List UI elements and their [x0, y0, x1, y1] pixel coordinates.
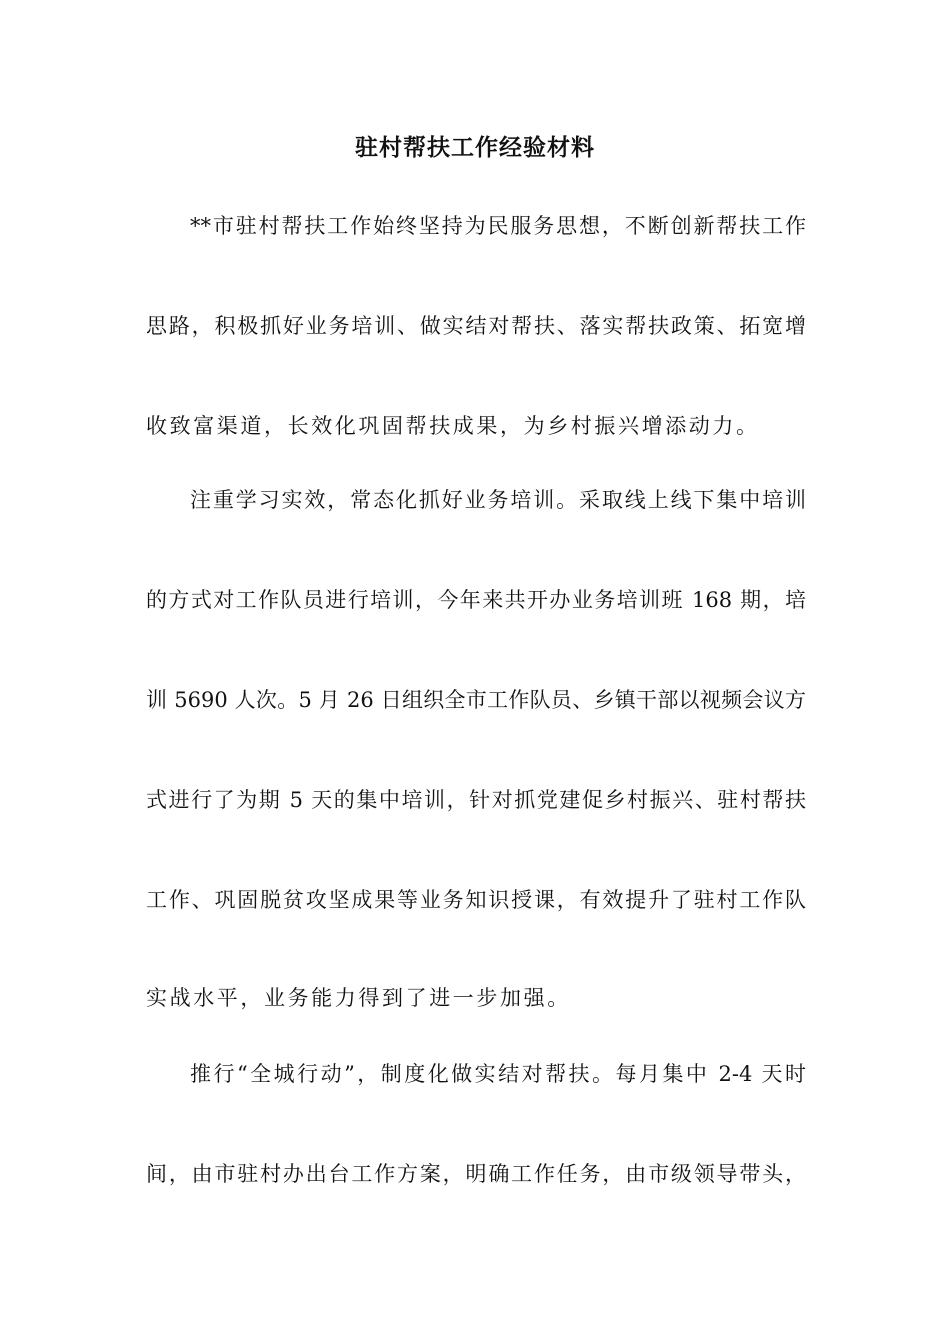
paragraph-3-line-2: 间，由市驻村办出台工作方案，明确工作任务，由市级领导带头， [146, 1162, 806, 1186]
paragraph-1-line-1: **市驻村帮扶工作始终坚持为民服务思想，不断创新帮扶工作 [190, 214, 806, 238]
paragraph-2-line-6: 实战水平，业务能力得到了进一步加强。 [146, 986, 571, 1010]
paragraph-2-line-3: 训 5690 人次。5 月 26 日组织全市工作队员、乡镇干部以视频会议方 [146, 688, 806, 712]
document-title: 驻村帮扶工作经验材料 [355, 134, 595, 161]
paragraph-2-line-4: 式进行了为期 5 天的集中培训，针对抓党建促乡村振兴、驻村帮扶 [146, 788, 806, 812]
paragraph-2-line-2: 的方式对工作队员进行培训，今年来共开办业务培训班 168 期，培 [146, 588, 806, 612]
paragraph-3-line-1: 推行“全城行动”，制度化做实结对帮扶。每月集中 2-4 天时 [190, 1062, 806, 1086]
paragraph-1-line-2: 思路，积极抓好业务培训、做实结对帮扶、落实帮扶政策、拓宽增 [146, 314, 806, 338]
paragraph-2-line-5: 工作、巩固脱贫攻坚成果等业务知识授课，有效提升了驻村工作队 [146, 888, 806, 912]
paragraph-2-line-1: 注重学习实效，常态化抓好业务培训。采取线上线下集中培训 [190, 488, 806, 512]
paragraph-1-line-3: 收致富渠道，长效化巩固帮扶成果，为乡村振兴增添动力。 [146, 414, 760, 438]
